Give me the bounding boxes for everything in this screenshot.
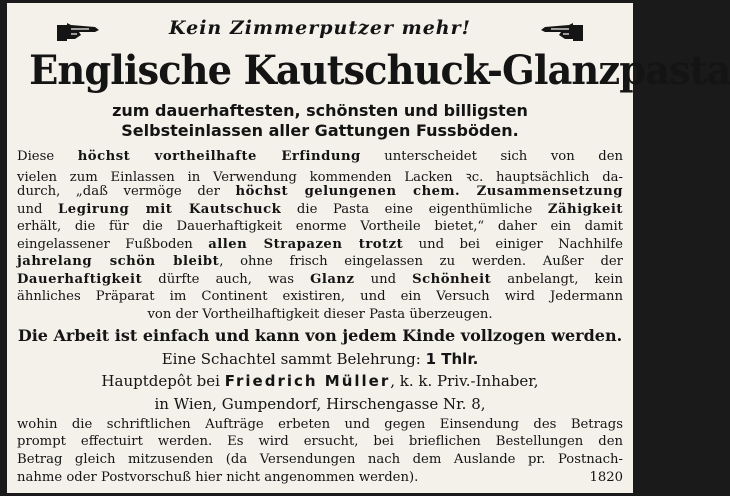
depot-line <box>17 372 623 390</box>
ad-number: 1820 <box>589 470 623 485</box>
subtitle-line-1: zum dauerhaftesten, schönsten und billigsten <box>112 101 528 120</box>
price-value: 1 Thlr. <box>425 350 479 368</box>
body-line: von der Vortheilhaftigkeit dieser Pasta überzeugen. <box>147 307 493 322</box>
closing-line: nahme oder Postvorschuß hier nicht angenommen werden). <box>17 470 419 485</box>
depot-name: Friedrich Müller <box>224 372 391 390</box>
closing-line: prompt effectuirt werden. Es wird ersucht, bei brieflichen Bestellungen den <box>17 434 623 449</box>
body-line: vielen zum Einlassen in Verwendung kommenden Lacken ꝛc. hauptsächlich da- <box>17 170 623 185</box>
body-line: Diese höchst vortheilhafte Erfindung unterscheidet sich von den <box>17 149 623 164</box>
subtitle-line-2: Selbsteinlassen aller Gattungen Fussböden. <box>121 121 519 140</box>
closing-line: wohin die schriftlichen Aufträge erbeten und gegen Einsendung des Betrags <box>17 417 623 432</box>
simple-work-note: Die Arbeit ist einfach und kann von jedem Kinde vollzogen werden. <box>17 326 623 345</box>
header-text: Kein Zimmerputzer mehr! <box>169 17 471 39</box>
body-line: und Legirung mit Kautschuck die Pasta eine eigenthümliche Zähigkeit <box>17 202 623 217</box>
advertisement <box>7 3 730 493</box>
depot-address: in Wien, Gumpendorf, Hirschengasse Nr. 8, <box>154 395 486 413</box>
body-line: erhält, die für die Dauerhaftigkeit enorme Vortheile bietet,“ daher ein damit <box>17 219 623 234</box>
body-line: eingelassener Fußboden allen Strapazen trotzt und bei einiger Nachhilfe <box>17 237 623 252</box>
depot-suffix: , k. k. Priv.-Inhaber, <box>390 372 539 390</box>
body-line: durch, „daß vermöge der höchst gelungenen chem. Zusammensetzung <box>17 184 623 199</box>
price-line <box>17 350 623 368</box>
body-line: jahrelang schön bleibt, ohne frisch eingelassen zu werden. Außer der <box>17 254 623 269</box>
ad-title: Englische Kautschuck-Glanzpasta <box>29 47 730 94</box>
body-line: ähnliches Präparat im Continent existiren, und ein Versuch wird Jedermann <box>17 289 623 304</box>
body-line: Dauerhaftigkeit dürfte auch, was Glanz und Schönheit anbelangt, kein <box>17 272 624 287</box>
depot-prefix: Hauptdepôt bei <box>101 372 225 390</box>
closing-line: Betrag gleich mitzusenden (da Versendungen nach dem Auslande pr. Postnach- <box>17 452 623 467</box>
price-label: Eine Schachtel sammt Belehrung: <box>161 350 426 368</box>
